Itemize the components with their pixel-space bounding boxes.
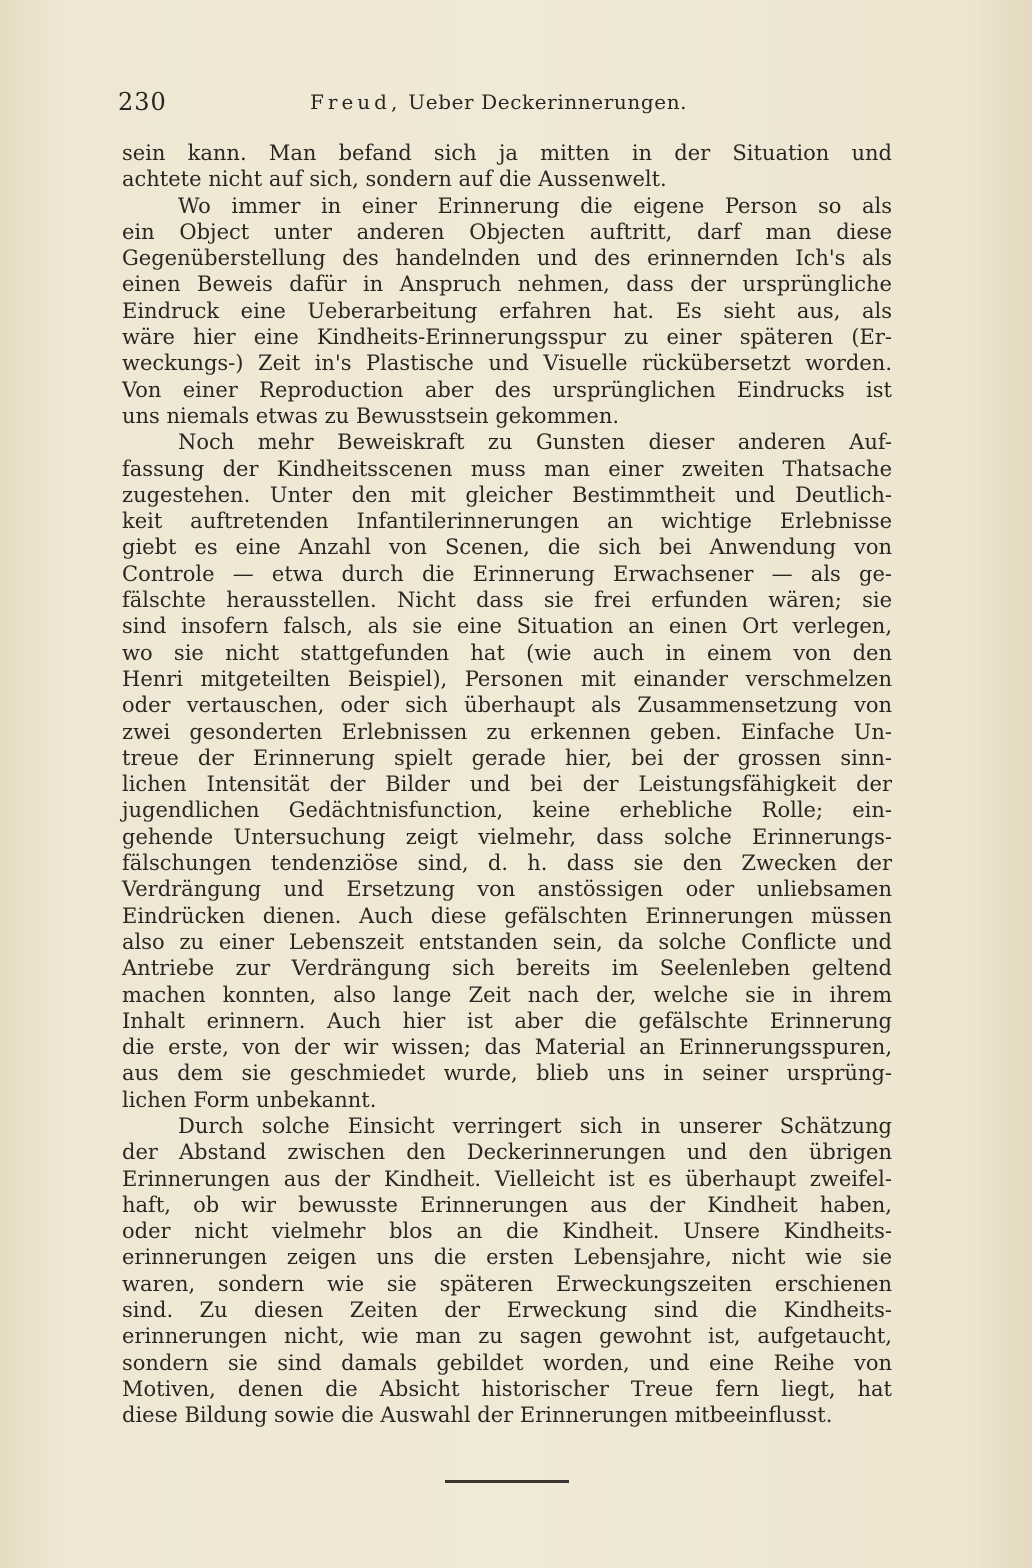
text-line: Antriebe zur Verdrängung sich bereits im Seelenleben geltend [122, 956, 892, 981]
text-line: waren, sondern wie sie späteren Erweckungszeiten erschienen [122, 1271, 892, 1296]
text-line: Eindrücken dienen. Auch diese gefälschten Erinnerungen müssen [122, 903, 892, 928]
text-line: machen konnten, also lange Zeit nach der, welche sie in ihrem [122, 982, 892, 1007]
text-line: Von einer Reproduction aber des ursprünglichen Eindrucks ist [122, 377, 892, 402]
body-text [122, 140, 892, 1429]
text-line: Eindruck eine Ueberarbeitung erfahren hat. Es sieht aus, als [122, 298, 892, 323]
text-line: fälschungen tendenziöse sind, d. h. dass sie den Zwecken der [122, 851, 892, 876]
text-line: sein kann. Man befand sich ja mitten in der Situation und [122, 141, 892, 165]
text-line: ein Object unter anderen Objecten auftritt, darf man diese [122, 219, 892, 244]
page-header [118, 88, 918, 122]
text-line: Gegenüberstellung des handelnden und des erinnernden Ich's als [122, 246, 892, 271]
text-line: Verdrängung und Ersetzung von anstössigen oder unliebsamen [122, 877, 892, 902]
text-line: erinnerungen nicht, wie man zu sagen gewohnt ist, aufgetaucht, [122, 1324, 892, 1349]
text-line: giebt es eine Anzahl von Scenen, die sich bei Anwendung von [122, 535, 892, 560]
text-line: weckungs-) Zeit in's Plastische und Visuelle rückübersetzt worden. [122, 351, 892, 376]
text-line: Motiven, denen die Absicht historischer Treue fern liegt, hat [122, 1376, 892, 1401]
text-line: diese Bildung sowie die Auswahl der Erinnerungen mitbeeinflusst. [122, 1403, 833, 1428]
running-head [310, 90, 687, 114]
text-line: treue der Erinnerung spielt gerade hier, bei der grossen sinn- [122, 745, 892, 770]
page-number: 230 [118, 88, 167, 116]
text-line: wäre hier eine Kindheits-Erinnerungsspur zu einer späteren (Er- [122, 325, 892, 350]
text-line: aus dem sie geschmiedet wurde, blieb uns in seiner ursprüng- [122, 1061, 892, 1086]
text-line: Erinnerungen aus der Kindheit. Vielleicht ist es überhaupt zweifel- [122, 1166, 892, 1191]
text-line: Wo immer in einer Erinnerung die eigene Person so als [178, 193, 892, 218]
text-line: fassung der Kindheitsscenen muss man einer zweiten Thatsache [122, 456, 892, 481]
text-line: zugestehen. Unter den mit gleicher Bestimmtheit und Deutlich- [122, 482, 892, 507]
end-rule [445, 1480, 569, 1483]
text-line: uns niemals etwas zu Bewusstsein gekommen. [122, 403, 620, 428]
text-line: Durch solche Einsicht verringert sich in unserer Schätzung [178, 1113, 892, 1138]
running-head-author: Freud, [310, 90, 402, 114]
text-line: sind. Zu diesen Zeiten der Erweckung sind die Kindheits- [122, 1298, 892, 1323]
text-line: also zu einer Lebenszeit entstanden sein, da solche Conflicte und [122, 929, 892, 954]
text-line: jugendlichen Gedächtnisfunction, keine erhebliche Rolle; ein- [122, 798, 892, 823]
text-line: fälschte herausstellen. Nicht dass sie frei erfunden wären; sie [122, 588, 892, 613]
text-line: Noch mehr Beweiskraft zu Gunsten dieser anderen Auf- [178, 430, 892, 455]
text-line: lichen Form unbekannt. [122, 1087, 377, 1112]
text-line: oder vertauschen, oder sich überhaupt als Zusammensetzung von [122, 693, 892, 718]
text-line: haft, ob wir bewusste Erinnerungen aus der Kindheit haben, [122, 1192, 892, 1217]
text-line: zwei gesonderten Erlebnissen zu erkennen geben. Einfache Un- [122, 719, 892, 744]
text-line: der Abstand zwischen den Deckerinnerungen und den übrigen [122, 1140, 892, 1165]
text-line: einen Beweis dafür in Anspruch nehmen, dass der ursprüngliche [122, 272, 892, 297]
text-line: Henri mitgeteilten Beispiel), Personen mit einander verschmelzen [122, 666, 892, 691]
text-line: achtete nicht auf sich, sondern auf die Aussenwelt. [122, 167, 667, 192]
text-line: Controle — etwa durch die Erinnerung Erwachsener — als ge- [122, 561, 892, 586]
text-line: sind insofern falsch, als sie eine Situation an einen Ort verlegen, [122, 614, 892, 639]
text-line: wo sie nicht stattgefunden hat (wie auch in einem von den [122, 640, 892, 665]
text-line: die erste, von der wir wissen; das Material an Erinnerungsspuren, [122, 1035, 892, 1060]
text-line: erinnerungen zeigen uns die ersten Lebensjahre, nicht wie sie [122, 1245, 892, 1270]
text-line: Inhalt erinnern. Auch hier ist aber die gefälschte Erinnerung [122, 1008, 892, 1033]
running-head-title: Ueber Deckerinnerungen. [408, 90, 688, 114]
text-line: lichen Intensität der Bilder und bei der Leistungsfähigkeit der [122, 772, 892, 797]
text-line: oder nicht vielmehr blos an die Kindheit. Unsere Kindheits- [122, 1219, 892, 1244]
text-line: keit auftretenden Infantilerinnerungen an wichtige Erlebnisse [122, 509, 892, 534]
text-line: gehende Untersuchung zeigt vielmehr, dass solche Erinnerungs- [122, 824, 892, 849]
text-line: sondern sie sind damals gebildet worden, und eine Reihe von [122, 1350, 892, 1375]
